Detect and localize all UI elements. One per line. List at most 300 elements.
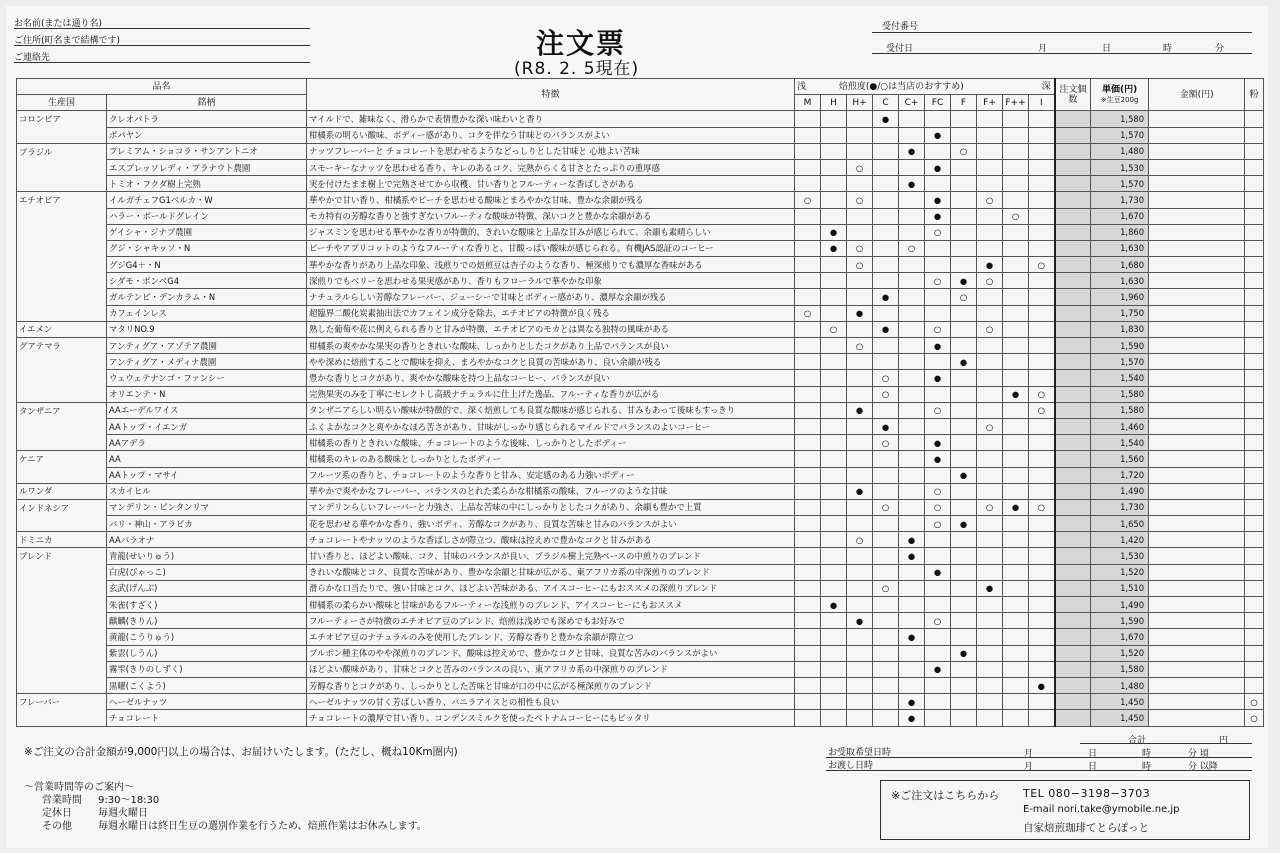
powder-check[interactable] bbox=[1245, 111, 1264, 127]
roast-mark[interactable] bbox=[795, 661, 821, 677]
roast-mark[interactable] bbox=[899, 661, 925, 677]
qty-input[interactable] bbox=[1055, 677, 1091, 693]
roast-mark[interactable] bbox=[925, 289, 951, 305]
roast-mark[interactable] bbox=[1003, 580, 1029, 596]
roast-mark[interactable] bbox=[977, 629, 1003, 645]
roast-mark[interactable] bbox=[821, 548, 847, 564]
roast-mark[interactable] bbox=[1003, 192, 1029, 208]
roast-mark[interactable] bbox=[1029, 338, 1055, 354]
roast-mark[interactable] bbox=[795, 338, 821, 354]
qty-input[interactable] bbox=[1055, 386, 1091, 402]
amount-cell[interactable] bbox=[1149, 386, 1245, 402]
roast-mark[interactable] bbox=[795, 402, 821, 418]
roast-mark[interactable] bbox=[977, 402, 1003, 418]
roast-mark[interactable] bbox=[821, 677, 847, 693]
roast-mark[interactable] bbox=[925, 305, 951, 321]
roast-mark[interactable]: ○ bbox=[821, 321, 847, 337]
roast-mark[interactable]: ○ bbox=[1029, 499, 1055, 515]
roast-mark[interactable] bbox=[873, 645, 899, 661]
roast-mark[interactable] bbox=[821, 629, 847, 645]
receipt-no-field[interactable] bbox=[872, 32, 1252, 33]
roast-mark[interactable] bbox=[795, 257, 821, 273]
roast-mark[interactable] bbox=[873, 192, 899, 208]
amount-cell[interactable] bbox=[1149, 499, 1245, 515]
roast-mark[interactable] bbox=[899, 370, 925, 386]
roast-mark[interactable] bbox=[899, 499, 925, 515]
amount-cell[interactable] bbox=[1149, 240, 1245, 256]
roast-mark[interactable] bbox=[1029, 710, 1055, 726]
roast-mark[interactable] bbox=[899, 435, 925, 451]
roast-mark[interactable] bbox=[977, 597, 1003, 613]
qty-input[interactable] bbox=[1055, 532, 1091, 548]
roast-mark[interactable] bbox=[821, 613, 847, 629]
roast-mark[interactable] bbox=[1029, 645, 1055, 661]
roast-mark[interactable] bbox=[899, 645, 925, 661]
roast-mark[interactable]: ● bbox=[847, 483, 873, 499]
amount-cell[interactable] bbox=[1149, 451, 1245, 467]
roast-mark[interactable] bbox=[977, 338, 1003, 354]
roast-mark[interactable] bbox=[1029, 240, 1055, 256]
roast-mark[interactable] bbox=[1003, 597, 1029, 613]
roast-mark[interactable] bbox=[821, 532, 847, 548]
roast-mark[interactable] bbox=[951, 629, 977, 645]
qty-input[interactable] bbox=[1055, 548, 1091, 564]
roast-mark[interactable] bbox=[873, 710, 899, 726]
roast-mark[interactable] bbox=[1029, 321, 1055, 337]
email-link[interactable]: E-mail nori.take@ymobile.ne.jp bbox=[1023, 804, 1180, 815]
roast-mark[interactable]: ● bbox=[847, 305, 873, 321]
roast-mark[interactable] bbox=[821, 467, 847, 483]
roast-mark[interactable] bbox=[977, 645, 1003, 661]
roast-mark[interactable] bbox=[925, 143, 951, 159]
amount-cell[interactable] bbox=[1149, 208, 1245, 224]
roast-mark[interactable] bbox=[1029, 435, 1055, 451]
roast-mark[interactable]: ○ bbox=[847, 159, 873, 175]
roast-mark[interactable]: ○ bbox=[1029, 386, 1055, 402]
roast-mark[interactable] bbox=[977, 143, 1003, 159]
roast-mark[interactable] bbox=[951, 613, 977, 629]
roast-mark[interactable] bbox=[873, 402, 899, 418]
roast-mark[interactable] bbox=[1029, 580, 1055, 596]
roast-mark[interactable] bbox=[977, 661, 1003, 677]
roast-mark[interactable] bbox=[1003, 305, 1029, 321]
roast-mark[interactable] bbox=[873, 629, 899, 645]
roast-mark[interactable] bbox=[977, 386, 1003, 402]
delivery-field[interactable] bbox=[826, 770, 1252, 771]
roast-mark[interactable] bbox=[1003, 111, 1029, 127]
roast-mark[interactable] bbox=[795, 532, 821, 548]
roast-mark[interactable] bbox=[873, 305, 899, 321]
amount-cell[interactable] bbox=[1149, 143, 1245, 159]
roast-mark[interactable]: ● bbox=[899, 176, 925, 192]
roast-mark[interactable] bbox=[821, 435, 847, 451]
roast-mark[interactable]: ○ bbox=[925, 273, 951, 289]
roast-mark[interactable] bbox=[795, 386, 821, 402]
roast-mark[interactable] bbox=[977, 548, 1003, 564]
roast-mark[interactable] bbox=[873, 677, 899, 693]
roast-mark[interactable]: ● bbox=[951, 516, 977, 532]
roast-mark[interactable] bbox=[977, 224, 1003, 240]
roast-mark[interactable] bbox=[951, 338, 977, 354]
amount-cell[interactable] bbox=[1149, 677, 1245, 693]
roast-mark[interactable]: ● bbox=[925, 159, 951, 175]
roast-mark[interactable] bbox=[821, 370, 847, 386]
roast-mark[interactable] bbox=[1003, 354, 1029, 370]
roast-mark[interactable] bbox=[873, 661, 899, 677]
roast-mark[interactable]: ● bbox=[925, 564, 951, 580]
roast-mark[interactable]: ● bbox=[873, 418, 899, 434]
qty-input[interactable] bbox=[1055, 418, 1091, 434]
roast-mark[interactable]: ○ bbox=[925, 499, 951, 515]
powder-check[interactable] bbox=[1245, 418, 1264, 434]
roast-mark[interactable] bbox=[925, 467, 951, 483]
roast-mark[interactable] bbox=[925, 257, 951, 273]
roast-mark[interactable] bbox=[1029, 111, 1055, 127]
powder-check[interactable] bbox=[1245, 338, 1264, 354]
roast-mark[interactable] bbox=[951, 111, 977, 127]
qty-input[interactable] bbox=[1055, 111, 1091, 127]
roast-mark[interactable] bbox=[899, 564, 925, 580]
qty-input[interactable] bbox=[1055, 516, 1091, 532]
roast-mark[interactable] bbox=[899, 386, 925, 402]
roast-mark[interactable] bbox=[977, 613, 1003, 629]
roast-mark[interactable]: ● bbox=[951, 467, 977, 483]
powder-check[interactable] bbox=[1245, 532, 1264, 548]
roast-mark[interactable] bbox=[899, 402, 925, 418]
roast-mark[interactable] bbox=[821, 580, 847, 596]
roast-mark[interactable] bbox=[899, 338, 925, 354]
roast-mark[interactable]: ● bbox=[977, 257, 1003, 273]
amount-cell[interactable] bbox=[1149, 111, 1245, 127]
roast-mark[interactable] bbox=[899, 354, 925, 370]
roast-mark[interactable] bbox=[795, 499, 821, 515]
roast-mark[interactable]: ○ bbox=[1029, 257, 1055, 273]
powder-check[interactable] bbox=[1245, 516, 1264, 532]
roast-mark[interactable] bbox=[1029, 159, 1055, 175]
powder-check[interactable] bbox=[1245, 127, 1264, 143]
roast-mark[interactable] bbox=[925, 694, 951, 710]
roast-mark[interactable] bbox=[795, 435, 821, 451]
roast-mark[interactable] bbox=[821, 338, 847, 354]
roast-mark[interactable] bbox=[977, 435, 1003, 451]
roast-mark[interactable] bbox=[1029, 224, 1055, 240]
roast-mark[interactable]: ○ bbox=[1029, 402, 1055, 418]
powder-check[interactable] bbox=[1245, 499, 1264, 515]
amount-cell[interactable] bbox=[1149, 257, 1245, 273]
qty-input[interactable] bbox=[1055, 354, 1091, 370]
amount-cell[interactable] bbox=[1149, 564, 1245, 580]
roast-mark[interactable] bbox=[925, 354, 951, 370]
roast-mark[interactable] bbox=[821, 402, 847, 418]
roast-mark[interactable] bbox=[795, 677, 821, 693]
roast-mark[interactable]: ● bbox=[899, 548, 925, 564]
roast-mark[interactable]: ○ bbox=[925, 613, 951, 629]
receipt-date-field[interactable] bbox=[872, 53, 1252, 54]
roast-mark[interactable] bbox=[1029, 305, 1055, 321]
roast-mark[interactable] bbox=[951, 176, 977, 192]
roast-mark[interactable] bbox=[847, 629, 873, 645]
total-field[interactable] bbox=[1080, 743, 1252, 744]
roast-mark[interactable] bbox=[1003, 127, 1029, 143]
roast-mark[interactable] bbox=[1003, 661, 1029, 677]
roast-mark[interactable]: ● bbox=[899, 710, 925, 726]
roast-mark[interactable]: ● bbox=[951, 273, 977, 289]
roast-mark[interactable] bbox=[821, 499, 847, 515]
roast-mark[interactable] bbox=[977, 354, 1003, 370]
roast-mark[interactable] bbox=[795, 597, 821, 613]
roast-mark[interactable] bbox=[951, 127, 977, 143]
roast-mark[interactable] bbox=[847, 435, 873, 451]
roast-mark[interactable] bbox=[873, 516, 899, 532]
qty-input[interactable] bbox=[1055, 143, 1091, 159]
roast-mark[interactable] bbox=[795, 354, 821, 370]
roast-mark[interactable] bbox=[795, 240, 821, 256]
roast-mark[interactable] bbox=[899, 111, 925, 127]
roast-mark[interactable] bbox=[847, 354, 873, 370]
roast-mark[interactable] bbox=[899, 159, 925, 175]
roast-mark[interactable]: ○ bbox=[977, 418, 1003, 434]
roast-mark[interactable] bbox=[1003, 402, 1029, 418]
roast-mark[interactable] bbox=[951, 483, 977, 499]
roast-mark[interactable] bbox=[951, 192, 977, 208]
roast-mark[interactable] bbox=[951, 548, 977, 564]
roast-mark[interactable] bbox=[977, 176, 1003, 192]
roast-mark[interactable] bbox=[847, 273, 873, 289]
roast-mark[interactable] bbox=[1003, 451, 1029, 467]
amount-cell[interactable] bbox=[1149, 532, 1245, 548]
roast-mark[interactable]: ● bbox=[821, 240, 847, 256]
roast-mark[interactable] bbox=[1003, 224, 1029, 240]
roast-mark[interactable]: ○ bbox=[951, 289, 977, 305]
roast-mark[interactable] bbox=[847, 710, 873, 726]
roast-mark[interactable]: ○ bbox=[873, 435, 899, 451]
roast-mark[interactable] bbox=[847, 127, 873, 143]
roast-mark[interactable]: ○ bbox=[899, 240, 925, 256]
roast-mark[interactable] bbox=[925, 532, 951, 548]
roast-mark[interactable]: ○ bbox=[1003, 208, 1029, 224]
roast-mark[interactable]: ○ bbox=[847, 338, 873, 354]
amount-cell[interactable] bbox=[1149, 192, 1245, 208]
roast-mark[interactable] bbox=[821, 127, 847, 143]
powder-check[interactable] bbox=[1245, 240, 1264, 256]
roast-mark[interactable] bbox=[951, 435, 977, 451]
roast-mark[interactable] bbox=[795, 613, 821, 629]
roast-mark[interactable] bbox=[951, 224, 977, 240]
roast-mark[interactable] bbox=[977, 467, 1003, 483]
qty-input[interactable] bbox=[1055, 597, 1091, 613]
roast-mark[interactable] bbox=[951, 710, 977, 726]
roast-mark[interactable] bbox=[1003, 483, 1029, 499]
roast-mark[interactable] bbox=[821, 192, 847, 208]
roast-mark[interactable]: ○ bbox=[925, 483, 951, 499]
roast-mark[interactable] bbox=[1003, 143, 1029, 159]
roast-mark[interactable] bbox=[1029, 273, 1055, 289]
roast-mark[interactable]: ● bbox=[925, 451, 951, 467]
qty-input[interactable] bbox=[1055, 661, 1091, 677]
powder-check[interactable] bbox=[1245, 273, 1264, 289]
roast-mark[interactable] bbox=[899, 580, 925, 596]
roast-mark[interactable] bbox=[1029, 564, 1055, 580]
powder-check[interactable] bbox=[1245, 224, 1264, 240]
amount-cell[interactable] bbox=[1149, 418, 1245, 434]
roast-mark[interactable] bbox=[873, 208, 899, 224]
roast-mark[interactable] bbox=[795, 370, 821, 386]
roast-mark[interactable] bbox=[951, 386, 977, 402]
roast-mark[interactable] bbox=[899, 677, 925, 693]
roast-mark[interactable] bbox=[873, 273, 899, 289]
roast-mark[interactable] bbox=[1003, 176, 1029, 192]
roast-mark[interactable] bbox=[847, 677, 873, 693]
powder-check[interactable] bbox=[1245, 289, 1264, 305]
roast-mark[interactable] bbox=[1003, 710, 1029, 726]
powder-check[interactable] bbox=[1245, 208, 1264, 224]
roast-mark[interactable]: ● bbox=[1003, 499, 1029, 515]
roast-mark[interactable] bbox=[847, 548, 873, 564]
roast-mark[interactable]: ● bbox=[899, 694, 925, 710]
amount-cell[interactable] bbox=[1149, 338, 1245, 354]
roast-mark[interactable]: ○ bbox=[873, 370, 899, 386]
roast-mark[interactable] bbox=[821, 176, 847, 192]
roast-mark[interactable] bbox=[1003, 321, 1029, 337]
roast-mark[interactable]: ● bbox=[925, 370, 951, 386]
roast-mark[interactable] bbox=[847, 467, 873, 483]
roast-mark[interactable] bbox=[795, 418, 821, 434]
powder-check[interactable] bbox=[1245, 467, 1264, 483]
roast-mark[interactable] bbox=[951, 418, 977, 434]
roast-mark[interactable] bbox=[847, 143, 873, 159]
qty-input[interactable] bbox=[1055, 127, 1091, 143]
roast-mark[interactable]: ○ bbox=[925, 402, 951, 418]
roast-mark[interactable] bbox=[795, 516, 821, 532]
roast-mark[interactable] bbox=[951, 499, 977, 515]
roast-mark[interactable] bbox=[873, 451, 899, 467]
qty-input[interactable] bbox=[1055, 370, 1091, 386]
roast-mark[interactable] bbox=[847, 370, 873, 386]
roast-mark[interactable] bbox=[925, 645, 951, 661]
roast-mark[interactable] bbox=[951, 305, 977, 321]
roast-mark[interactable] bbox=[1003, 370, 1029, 386]
roast-mark[interactable]: ● bbox=[847, 402, 873, 418]
powder-check[interactable] bbox=[1245, 305, 1264, 321]
roast-mark[interactable] bbox=[1029, 418, 1055, 434]
qty-input[interactable] bbox=[1055, 176, 1091, 192]
roast-mark[interactable] bbox=[977, 564, 1003, 580]
roast-mark[interactable] bbox=[899, 192, 925, 208]
powder-check[interactable] bbox=[1245, 435, 1264, 451]
roast-mark[interactable] bbox=[873, 127, 899, 143]
powder-check[interactable]: ○ bbox=[1245, 710, 1264, 726]
roast-mark[interactable] bbox=[795, 176, 821, 192]
roast-mark[interactable] bbox=[1029, 176, 1055, 192]
roast-mark[interactable] bbox=[821, 305, 847, 321]
roast-mark[interactable]: ● bbox=[821, 224, 847, 240]
roast-mark[interactable] bbox=[1003, 159, 1029, 175]
roast-mark[interactable]: ○ bbox=[873, 499, 899, 515]
roast-mark[interactable] bbox=[821, 143, 847, 159]
roast-mark[interactable] bbox=[951, 564, 977, 580]
roast-mark[interactable] bbox=[1029, 208, 1055, 224]
roast-mark[interactable] bbox=[873, 257, 899, 273]
amount-cell[interactable] bbox=[1149, 645, 1245, 661]
roast-mark[interactable] bbox=[795, 483, 821, 499]
powder-check[interactable] bbox=[1245, 143, 1264, 159]
powder-check[interactable] bbox=[1245, 386, 1264, 402]
roast-mark[interactable] bbox=[977, 111, 1003, 127]
powder-check[interactable] bbox=[1245, 613, 1264, 629]
roast-mark[interactable] bbox=[951, 597, 977, 613]
roast-mark[interactable] bbox=[1029, 532, 1055, 548]
roast-mark[interactable]: ● bbox=[925, 127, 951, 143]
roast-mark[interactable] bbox=[795, 467, 821, 483]
roast-mark[interactable] bbox=[821, 694, 847, 710]
roast-mark[interactable] bbox=[1003, 289, 1029, 305]
powder-check[interactable] bbox=[1245, 176, 1264, 192]
roast-mark[interactable] bbox=[951, 694, 977, 710]
powder-check[interactable] bbox=[1245, 257, 1264, 273]
roast-mark[interactable] bbox=[847, 580, 873, 596]
roast-mark[interactable] bbox=[847, 386, 873, 402]
roast-mark[interactable] bbox=[1003, 435, 1029, 451]
powder-check[interactable] bbox=[1245, 645, 1264, 661]
amount-cell[interactable] bbox=[1149, 629, 1245, 645]
roast-mark[interactable] bbox=[795, 710, 821, 726]
roast-mark[interactable]: ● bbox=[899, 629, 925, 645]
powder-check[interactable] bbox=[1245, 597, 1264, 613]
roast-mark[interactable] bbox=[1029, 548, 1055, 564]
roast-mark[interactable] bbox=[847, 224, 873, 240]
qty-input[interactable] bbox=[1055, 273, 1091, 289]
roast-mark[interactable]: ○ bbox=[847, 257, 873, 273]
roast-mark[interactable] bbox=[847, 321, 873, 337]
roast-mark[interactable] bbox=[795, 273, 821, 289]
roast-mark[interactable]: ● bbox=[925, 338, 951, 354]
powder-check[interactable] bbox=[1245, 580, 1264, 596]
powder-check[interactable] bbox=[1245, 661, 1264, 677]
roast-mark[interactable] bbox=[1029, 143, 1055, 159]
powder-check[interactable] bbox=[1245, 321, 1264, 337]
roast-mark[interactable] bbox=[951, 370, 977, 386]
roast-mark[interactable] bbox=[977, 532, 1003, 548]
roast-mark[interactable] bbox=[873, 694, 899, 710]
qty-input[interactable] bbox=[1055, 435, 1091, 451]
roast-mark[interactable] bbox=[795, 629, 821, 645]
roast-mark[interactable] bbox=[925, 386, 951, 402]
roast-mark[interactable] bbox=[899, 273, 925, 289]
roast-mark[interactable]: ● bbox=[873, 321, 899, 337]
roast-mark[interactable]: ○ bbox=[925, 321, 951, 337]
powder-check[interactable] bbox=[1245, 677, 1264, 693]
roast-mark[interactable] bbox=[977, 305, 1003, 321]
roast-mark[interactable] bbox=[925, 597, 951, 613]
roast-mark[interactable] bbox=[795, 548, 821, 564]
roast-mark[interactable] bbox=[873, 564, 899, 580]
roast-mark[interactable] bbox=[899, 516, 925, 532]
powder-check[interactable] bbox=[1245, 370, 1264, 386]
amount-cell[interactable] bbox=[1149, 321, 1245, 337]
amount-cell[interactable] bbox=[1149, 694, 1245, 710]
roast-mark[interactable] bbox=[899, 597, 925, 613]
roast-mark[interactable] bbox=[899, 289, 925, 305]
roast-mark[interactable] bbox=[925, 240, 951, 256]
roast-mark[interactable] bbox=[977, 677, 1003, 693]
roast-mark[interactable] bbox=[977, 159, 1003, 175]
roast-mark[interactable]: ○ bbox=[873, 580, 899, 596]
roast-mark[interactable] bbox=[795, 127, 821, 143]
qty-input[interactable] bbox=[1055, 240, 1091, 256]
roast-mark[interactable]: ● bbox=[951, 645, 977, 661]
roast-mark[interactable] bbox=[795, 451, 821, 467]
amount-cell[interactable] bbox=[1149, 516, 1245, 532]
